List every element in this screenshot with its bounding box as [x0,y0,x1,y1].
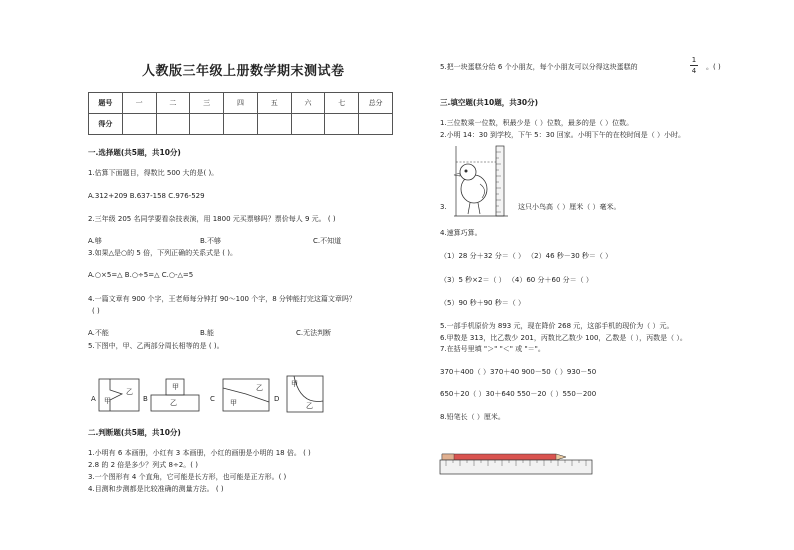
choice-q4-option-a: A.不能 [88,329,109,337]
fill-q4: 4.速算巧算。 [440,229,482,237]
score-cell[interactable] [359,114,393,135]
choice-q5: 5.下图中，甲、乙两部分周长相等的是 ( )。 [88,342,224,350]
choice-q2: 2.三年级 205 名同学要看杂技表演，用 1800 元买票够吗？票价每人 9 元。 ( ) [88,215,336,223]
score-header-cell: 七 [325,93,359,114]
figure-c-jia: 甲 [230,399,237,407]
bird-ruler-image [452,144,520,218]
choice-q1-options: A.312+209 B.637-158 C.976-529 [88,192,205,200]
score-cell[interactable] [325,114,359,135]
fraction-bar [690,65,698,66]
score-header-cell: 六 [291,93,325,114]
fill-q1: 1.三位数乘一位数，积最少是（ ）位数，最多的是（ ）位数。 [440,119,634,127]
score-header-cell: 四 [224,93,258,114]
figure-c-yi: 乙 [256,384,263,392]
figure-option-b-label: B [143,395,148,403]
figure-d-yi: 乙 [306,402,313,410]
fill-q3-number: 3. [440,203,447,211]
choice-q3: 3.如果△是○的 5 倍，下列正确的关系式是 ( )。 [88,249,237,257]
choice-q2-option-a: A.够 [88,237,102,245]
section1-heading: 一.选择题(共5题，共10分) [88,148,181,157]
fill-q6: 6.甲数是 313，比乙数少 201，丙数比乙数少 100，乙数是（ ），丙数是（ ）。 [440,334,687,342]
score-table-score-row [89,114,393,135]
score-header-cell: 题号 [89,93,123,114]
fraction-denominator: 4 [691,67,697,76]
fill-q8: 8.铅笔长（ ）厘米。 [440,413,505,421]
score-header-cell: 五 [257,93,291,114]
fill-q7-row2: 650＋20（ ）30＋640 550－20（ ）550－200 [440,390,597,398]
figure-a-jia: 甲 [104,397,111,405]
judge-q1: 1.小明有 6 本画册，小红有 3 本画册，小红的画册是小明的 18 倍。 ( ) [88,449,311,457]
judge-q3: 3.一个图形有 4 个直角，它可能是长方形，也可能是正方形。( ) [88,473,287,481]
score-table-header-row [89,93,393,114]
figure-option-c-label: C [210,395,215,403]
fill-q4-row1: （1）28 分＋32 分＝（ ） （2）46 秒－30 秒＝（ ） [440,252,613,260]
choice-q4: 4.一篇文章有 900 个字，王老师每分钟打 90～100 个字，8 分钟能打完这篇文章吗？ [88,295,356,303]
page-title: 人教版三年级上册数学期末测试卷 [142,64,345,79]
figure-a [98,378,140,412]
choice-q1: 1.估算下面题目，得数比 500 大的是( )。 [88,169,219,177]
figure-b-jia: 甲 [172,383,179,391]
section2-heading: 二.判断题(共5题，共10分) [88,428,181,437]
section3-heading: 三.填空题(共10题，共30分) [440,98,539,107]
choice-q3-options: A.○×5=△ B.○÷5=△ C.○-△=5 [88,271,194,279]
choice-q5-suffix: 。( ) [706,63,721,71]
figure-option-a-label: A [91,395,96,403]
score-cell[interactable] [190,114,224,135]
fill-q2: 2.小明 14：30 到学校，下午 5：30 回家。小明下午的在校时间是（ ）小时。 [440,131,685,139]
choice-q2-option-c: C.不知道 [313,237,342,245]
score-cell[interactable] [257,114,291,135]
pencil-ruler-image [438,446,598,476]
score-header-cell: 总分 [359,93,393,114]
score-cell[interactable] [291,114,325,135]
fill-q5: 5.一部手机原价为 893 元，现在降价 268 元，这部手机的现价为（ ）元。 [440,322,674,330]
choice-q4-option-b: B.能 [200,329,215,337]
score-header-cell: 一 [122,93,156,114]
choice-q2-option-b: B.不够 [200,237,222,245]
score-header-cell: 三 [190,93,224,114]
score-table [88,92,393,135]
figure-d-jia: 甲 [291,380,298,388]
choice-q4-option-c: C.无法判断 [296,329,332,337]
score-cell[interactable] [224,114,258,135]
fill-q3: 这只小鸟高（ ）厘米（ ）毫米。 [518,203,621,211]
fraction-numerator: 1 [691,56,697,64]
judge-q2: 2.8 的 2 倍是多少？列式 8÷2。( ) [88,461,198,469]
fill-q7: 7.在括号里填 "＞" "＜" 或 "＝"。 [440,345,545,353]
figure-a-yi: 乙 [126,388,133,396]
score-cell[interactable] [156,114,190,135]
choice-q5-right: 5.把一块蛋糕分给 6 个小朋友，每个小朋友可以分得这块蛋糕的 [440,63,638,71]
fill-q7-row1: 370＋400（ ）370＋40 900－50（ ）930－50 [440,368,597,376]
fill-q4-row2: （3）5 秒×2＝（ ） （4）60 分＋60 分＝（ ） [440,276,593,284]
score-cell[interactable] [122,114,156,135]
figure-b-yi: 乙 [170,399,177,407]
fill-q4-row3: （5）90 秒＋90 秒＝（ ） [440,299,525,307]
fraction-one-quarter [690,56,698,76]
score-header-cell: 二 [156,93,190,114]
choice-q4-paren: ( ) [92,307,100,315]
score-row-label: 得分 [89,114,123,135]
figure-option-d-label: D [274,395,280,403]
judge-q4: 4.目测和步测都是比较准确的测量方法。 ( ) [88,485,224,493]
